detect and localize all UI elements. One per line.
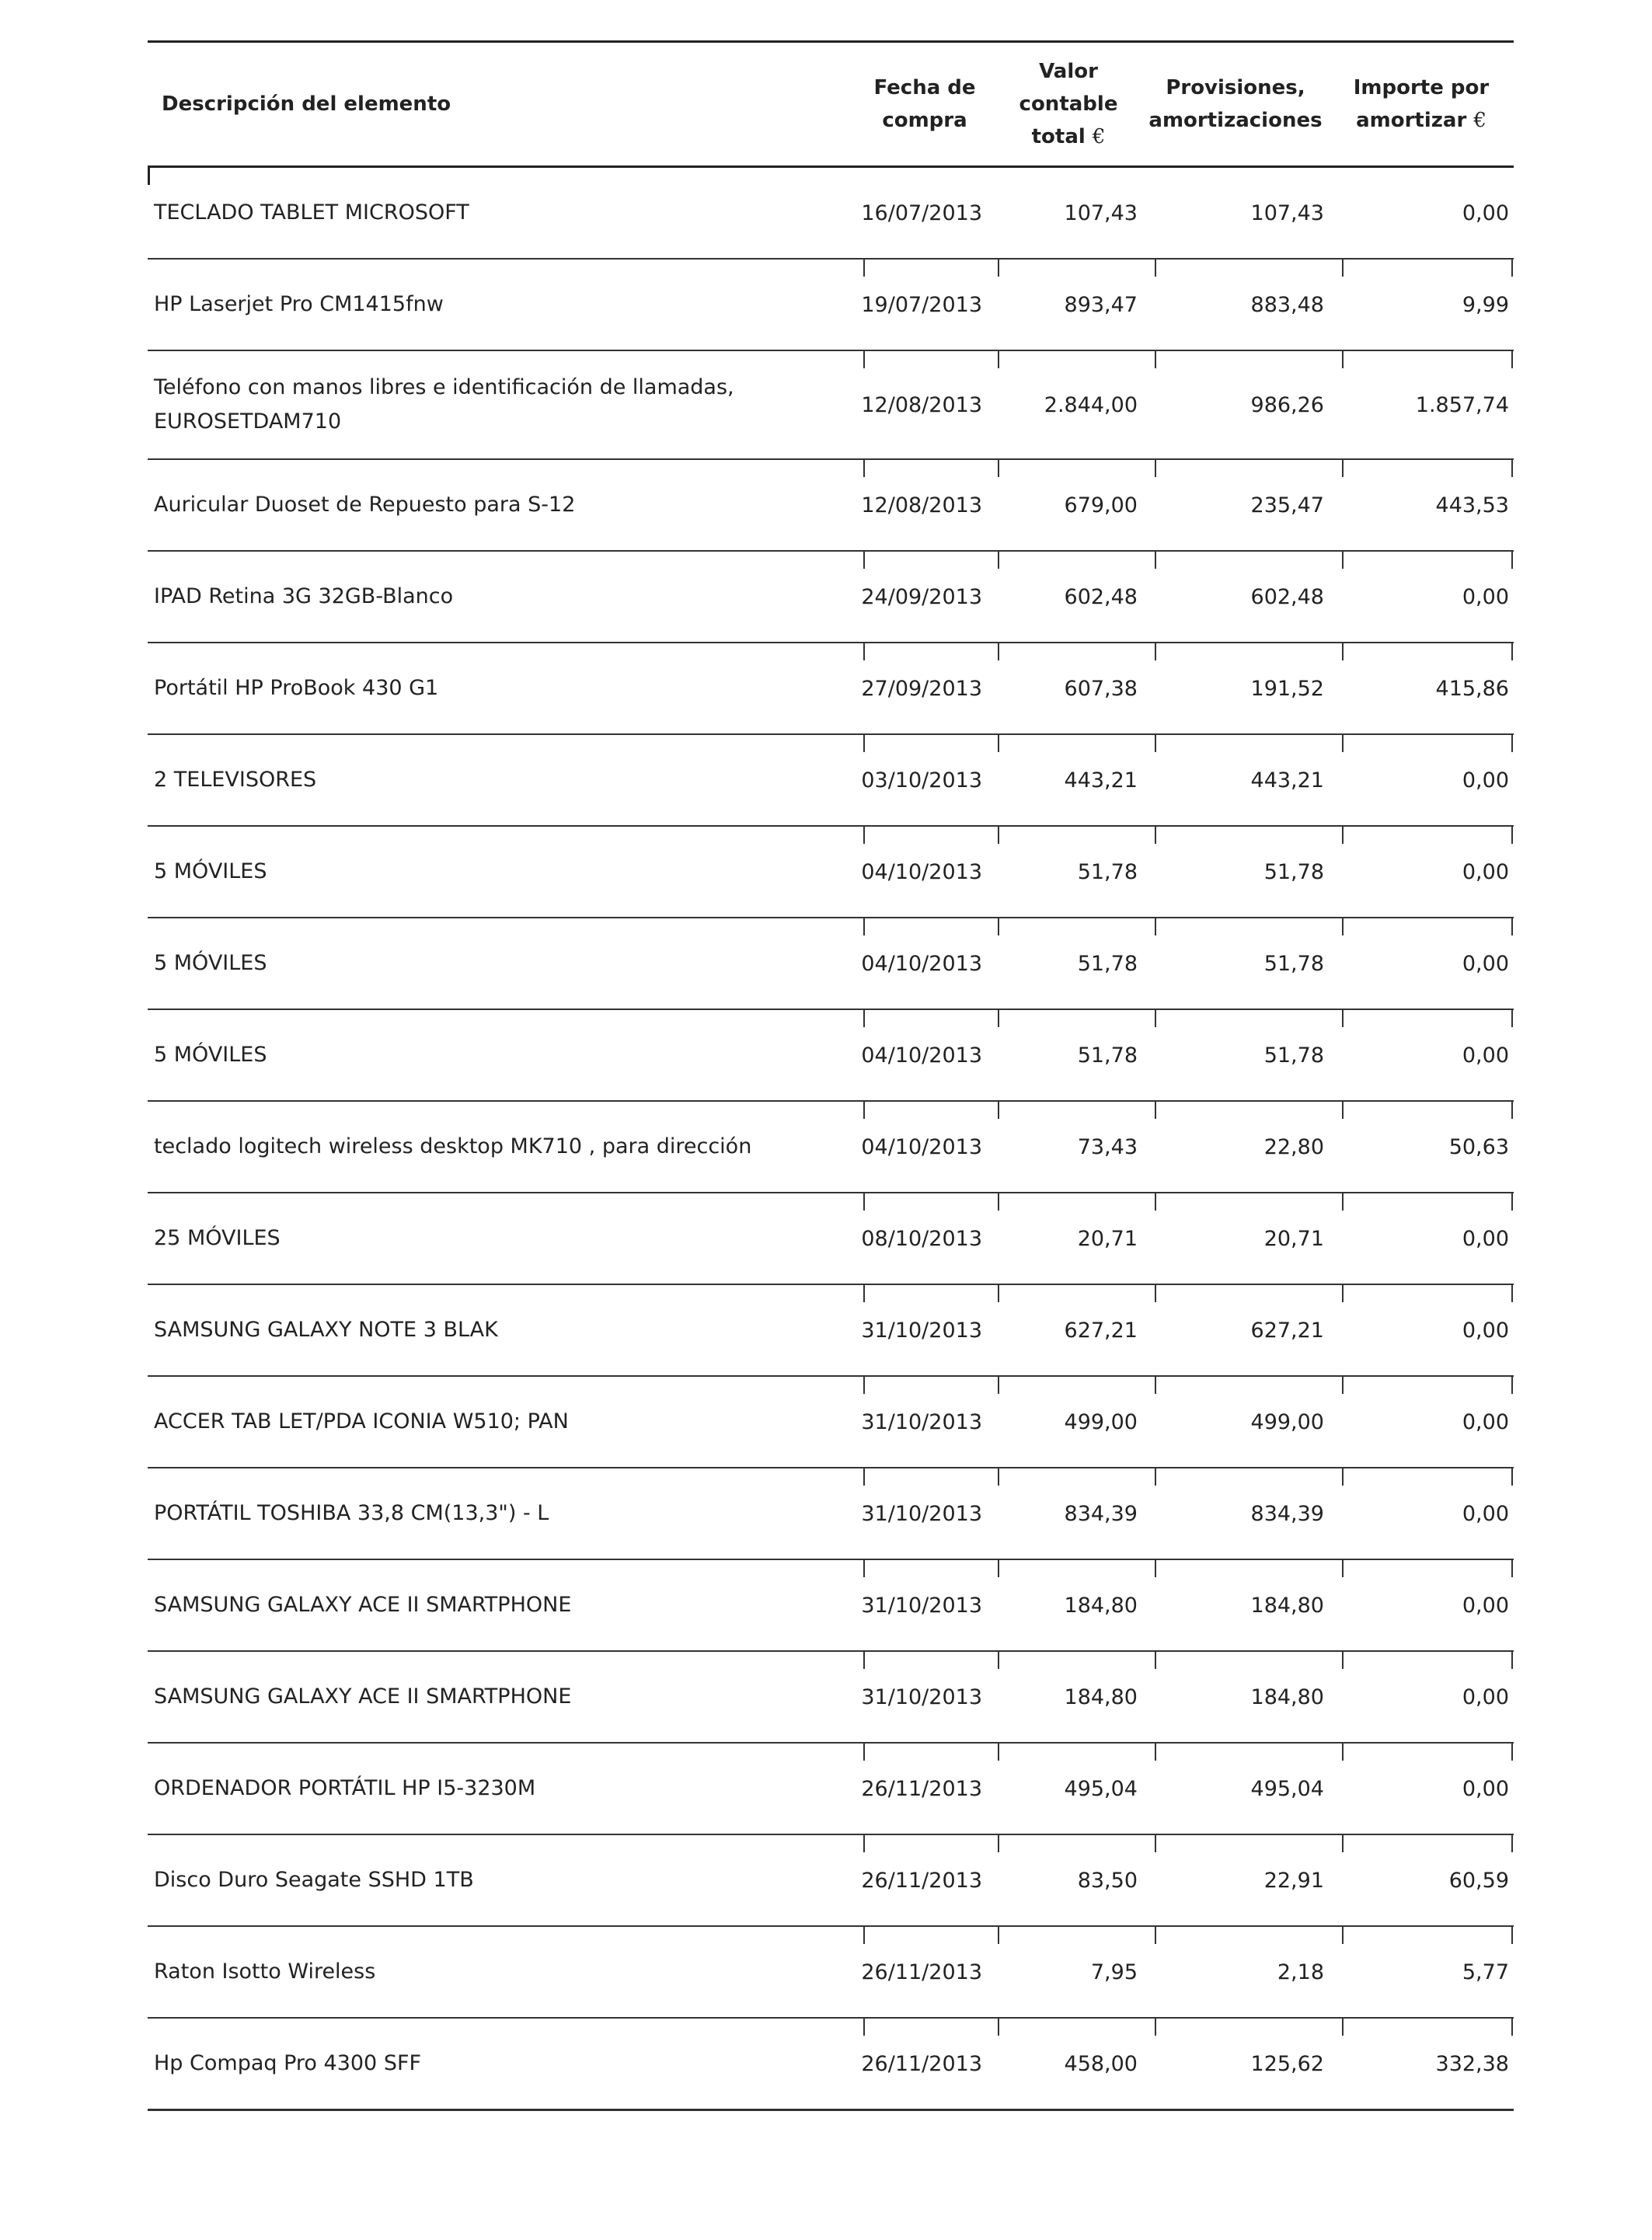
cell-provisions: 495,04 — [1250, 1776, 1324, 1801]
cell-remaining: 415,86 — [1435, 676, 1509, 701]
column-tick — [1155, 1835, 1156, 1852]
table-row — [148, 825, 1514, 917]
column-tick — [863, 827, 865, 844]
column-tick — [1155, 1102, 1156, 1119]
cell-description: Portátil HP ProBook 430 G1 — [154, 676, 439, 700]
table-row — [148, 1742, 1514, 1834]
table-body — [148, 168, 1514, 2111]
cell-remaining: 9,99 — [1462, 292, 1509, 317]
header-value-total: total — [1031, 125, 1086, 148]
column-tick — [1342, 1468, 1344, 1486]
column-tick — [863, 1285, 865, 1302]
header-prov-line2: amortizaciones — [1148, 109, 1323, 132]
column-tick — [863, 1468, 865, 1486]
column-tick — [1155, 2019, 1156, 2036]
cell-book-value: 627,21 — [1064, 1318, 1138, 1343]
column-tick — [1511, 1468, 1513, 1486]
cell-description: IPAD Retina 3G 32GB-Blanco — [154, 584, 454, 608]
header-date-line2: compra — [882, 109, 967, 132]
cell-purchase-date: 27/09/2013 — [861, 676, 982, 701]
cell-purchase-date: 12/08/2013 — [861, 392, 982, 417]
column-tick — [1155, 1010, 1156, 1027]
column-tick — [1511, 1102, 1513, 1119]
cell-description — [148, 371, 855, 439]
cell-purchase-date: 19/07/2013 — [861, 292, 982, 317]
header-value-line1: Valor — [1039, 60, 1098, 83]
cell-provisions: 51,78 — [1263, 1043, 1324, 1068]
column-tick — [998, 735, 999, 752]
cell-provisions: 627,21 — [1250, 1318, 1324, 1343]
column-tick — [1342, 1835, 1344, 1852]
column-tick — [1342, 1377, 1344, 1394]
table-row — [148, 1284, 1514, 1375]
column-tick — [1511, 1560, 1513, 1577]
column-tick — [998, 1560, 999, 1577]
table-row — [148, 1192, 1514, 1284]
cell-description: Hp Compaq Pro 4300 SFF — [154, 2051, 422, 2075]
column-tick — [998, 643, 999, 660]
column-tick — [1342, 260, 1344, 277]
cell-purchase-date: 31/10/2013 — [861, 1501, 982, 1526]
cell-purchase-date: 12/08/2013 — [861, 493, 982, 517]
column-tick — [1511, 827, 1513, 844]
cell-description: SAMSUNG GALAXY ACE II SMARTPHONE — [154, 1593, 572, 1617]
column-tick — [1342, 552, 1344, 569]
column-tick — [998, 1193, 999, 1211]
column-tick — [1342, 460, 1344, 477]
column-tick — [998, 827, 999, 844]
cell-provisions: 184,80 — [1250, 1684, 1324, 1709]
header-date-line1: Fecha de — [873, 76, 976, 99]
column-tick — [1155, 260, 1156, 277]
table-row — [148, 1467, 1514, 1559]
cell-provisions: 2,18 — [1277, 1960, 1324, 1984]
column-tick — [863, 552, 865, 569]
cell-book-value: 495,04 — [1064, 1776, 1138, 1801]
column-tick — [1511, 1744, 1513, 1761]
cell-remaining: 443,53 — [1435, 493, 1509, 517]
column-tick — [1511, 351, 1513, 368]
table-row — [148, 1925, 1514, 2017]
cell-description: HP Laserjet Pro CM1415fnw — [154, 292, 444, 316]
table-row — [148, 1100, 1514, 1192]
cell-remaining: 0,00 — [1462, 768, 1509, 793]
table-row — [148, 2017, 1514, 2111]
cell-provisions: 602,48 — [1250, 584, 1324, 609]
cell-purchase-date: 04/10/2013 — [861, 1134, 982, 1159]
cell-provisions: 51,78 — [1263, 951, 1324, 976]
header-provisions — [1142, 71, 1329, 137]
cell-book-value: 184,80 — [1064, 1593, 1138, 1618]
column-tick — [998, 1102, 999, 1119]
cell-book-value: 51,78 — [1077, 859, 1138, 884]
column-tick — [863, 1377, 865, 1394]
header-prov-line1: Provisiones, — [1166, 76, 1305, 99]
cell-purchase-date: 31/10/2013 — [861, 1684, 982, 1709]
column-tick — [863, 1102, 865, 1119]
column-tick — [1511, 1835, 1513, 1852]
cell-description: 5 MÓVILES — [154, 859, 267, 883]
column-tick — [1155, 1193, 1156, 1211]
column-tick — [998, 460, 999, 477]
cell-remaining: 332,38 — [1435, 2051, 1509, 2076]
cell-remaining: 0,00 — [1462, 859, 1509, 884]
column-tick — [998, 1285, 999, 1302]
cell-purchase-date: 26/11/2013 — [861, 2051, 982, 2076]
column-tick — [998, 1377, 999, 1394]
cell-remaining: 0,00 — [1462, 1684, 1509, 1709]
cell-remaining: 0,00 — [1462, 951, 1509, 976]
cell-purchase-date: 04/10/2013 — [861, 951, 982, 976]
column-tick — [1511, 260, 1513, 277]
column-tick — [863, 351, 865, 368]
cell-description-line1: Teléfono con manos libres e identificación de llamadas, — [154, 375, 734, 399]
column-tick — [1155, 1285, 1156, 1302]
cell-book-value: 443,21 — [1064, 768, 1138, 793]
column-tick — [1155, 1927, 1156, 1944]
column-tick — [1155, 1652, 1156, 1669]
table-row — [148, 458, 1514, 550]
table-row — [148, 1375, 1514, 1467]
cell-remaining: 0,00 — [1462, 1043, 1509, 1068]
table-row — [148, 168, 1514, 258]
cell-provisions: 883,48 — [1250, 292, 1324, 317]
column-tick — [1511, 643, 1513, 660]
column-tick — [1155, 552, 1156, 569]
header-value-line2: contable — [1019, 92, 1118, 116]
column-tick — [1342, 1010, 1344, 1027]
table-row — [148, 1650, 1514, 1742]
cell-provisions: 834,39 — [1250, 1501, 1324, 1526]
column-tick — [1511, 2019, 1513, 2036]
column-tick — [1155, 643, 1156, 660]
column-tick — [998, 351, 999, 368]
cell-book-value: 834,39 — [1064, 1501, 1138, 1526]
cell-provisions: 22,80 — [1263, 1134, 1324, 1159]
table-row — [148, 733, 1514, 825]
cell-description: 5 MÓVILES — [154, 951, 267, 975]
cell-book-value: 893,47 — [1064, 292, 1138, 317]
cell-provisions: 107,43 — [1250, 200, 1324, 225]
cell-purchase-date: 03/10/2013 — [861, 768, 982, 793]
column-tick — [998, 918, 999, 935]
column-tick — [1155, 1560, 1156, 1577]
table-header — [148, 43, 1514, 168]
cell-remaining: 5,77 — [1462, 1960, 1509, 1984]
column-tick — [863, 1010, 865, 1027]
cell-remaining: 60,59 — [1448, 1868, 1509, 1893]
column-tick — [863, 1652, 865, 1669]
header-imp-line2 — [1329, 104, 1514, 137]
column-tick — [1342, 2019, 1344, 2036]
cell-description: SAMSUNG GALAXY ACE II SMARTPHONE — [154, 1684, 572, 1709]
cell-description: Auricular Duoset de Repuesto para S-12 — [154, 493, 576, 517]
table-row — [148, 258, 1514, 350]
cell-remaining: 0,00 — [1462, 1501, 1509, 1526]
column-tick — [1155, 460, 1156, 477]
cell-remaining: 0,00 — [1462, 200, 1509, 225]
cell-provisions: 986,26 — [1250, 392, 1324, 417]
column-tick — [1342, 827, 1344, 844]
cell-purchase-date: 04/10/2013 — [861, 1043, 982, 1068]
column-tick — [1511, 1652, 1513, 1669]
header-imp-amortizar: amortizar — [1356, 109, 1467, 132]
column-tick — [1342, 1744, 1344, 1761]
table-row — [148, 642, 1514, 733]
assets-table — [148, 40, 1514, 2111]
column-tick — [998, 2019, 999, 2036]
column-tick — [863, 1744, 865, 1761]
cell-description-line2: EUROSETDAM710 — [154, 409, 342, 434]
column-tick — [863, 1927, 865, 1944]
cell-description: 25 MÓVILES — [154, 1226, 281, 1250]
column-tick — [1342, 1652, 1344, 1669]
column-tick — [998, 1468, 999, 1486]
cell-remaining: 1.857,74 — [1415, 392, 1509, 417]
header-imp-line1: Importe por — [1353, 76, 1490, 99]
header-value-line3 — [995, 120, 1142, 153]
cell-description: Raton Isotto Wireless — [154, 1960, 376, 1984]
column-tick — [1342, 1102, 1344, 1119]
column-tick — [863, 1560, 865, 1577]
header-remaining — [1329, 71, 1514, 137]
cell-description: Disco Duro Seagate SSHD 1TB — [154, 1868, 474, 1892]
column-tick — [863, 1193, 865, 1211]
column-tick — [1342, 918, 1344, 935]
cell-book-value: 7,95 — [1090, 1960, 1138, 1984]
table-row — [148, 550, 1514, 642]
cell-remaining: 0,00 — [1462, 1226, 1509, 1251]
column-tick — [1511, 552, 1513, 569]
cell-remaining: 0,00 — [1462, 1409, 1509, 1434]
header-description: Descripción del elemento — [162, 92, 451, 116]
column-tick — [998, 552, 999, 569]
column-tick — [1155, 1744, 1156, 1761]
cell-provisions: 499,00 — [1250, 1409, 1324, 1434]
column-tick — [1511, 1927, 1513, 1944]
column-tick — [1342, 1927, 1344, 1944]
cell-description: PORTÁTIL TOSHIBA 33,8 CM(13,3") - L — [154, 1501, 549, 1525]
table-row — [148, 1559, 1514, 1650]
header-book-value — [995, 55, 1142, 153]
column-tick — [1342, 1285, 1344, 1302]
column-tick — [1511, 1010, 1513, 1027]
cell-provisions: 125,62 — [1250, 2051, 1324, 2076]
cell-provisions: 20,71 — [1263, 1226, 1324, 1251]
table-row — [148, 917, 1514, 1009]
cell-purchase-date: 26/11/2013 — [861, 1868, 982, 1893]
cell-description: ACCER TAB LET/PDA ICONIA W510; PAN — [154, 1409, 569, 1434]
cell-description: 2 TELEVISORES — [154, 768, 317, 792]
cell-book-value: 184,80 — [1064, 1684, 1138, 1709]
table-row — [148, 1834, 1514, 1925]
cell-book-value: 51,78 — [1077, 951, 1138, 976]
column-tick — [863, 643, 865, 660]
column-tick — [998, 1010, 999, 1027]
header-value-unit: € — [1092, 125, 1106, 148]
cell-remaining: 0,00 — [1462, 584, 1509, 609]
cell-description: SAMSUNG GALAXY NOTE 3 BLAK — [154, 1318, 498, 1342]
cell-book-value: 20,71 — [1077, 1226, 1138, 1251]
cell-book-value: 83,50 — [1077, 1868, 1138, 1893]
column-tick — [863, 918, 865, 935]
cell-book-value: 2.844,00 — [1044, 392, 1138, 417]
cell-purchase-date: 26/11/2013 — [861, 1960, 982, 1984]
cell-provisions: 443,21 — [1250, 768, 1324, 793]
column-tick — [1342, 351, 1344, 368]
cell-purchase-date: 31/10/2013 — [861, 1318, 982, 1343]
column-tick — [1511, 460, 1513, 477]
cell-remaining: 0,00 — [1462, 1593, 1509, 1618]
column-tick — [998, 1652, 999, 1669]
column-tick — [1155, 351, 1156, 368]
column-tick — [863, 735, 865, 752]
cell-description: ORDENADOR PORTÁTIL HP I5-3230M — [154, 1776, 536, 1800]
cell-provisions: 184,80 — [1250, 1593, 1324, 1618]
cell-description: 5 MÓVILES — [154, 1043, 267, 1067]
column-tick — [998, 1744, 999, 1761]
cell-remaining: 0,00 — [1462, 1318, 1509, 1343]
cell-purchase-date: 16/07/2013 — [861, 200, 982, 225]
column-tick — [863, 2019, 865, 2036]
table-row — [148, 1009, 1514, 1100]
column-tick — [1155, 918, 1156, 935]
column-tick — [863, 460, 865, 477]
column-tick — [863, 260, 865, 277]
cell-book-value: 51,78 — [1077, 1043, 1138, 1068]
column-tick — [1342, 735, 1344, 752]
cell-purchase-date: 31/10/2013 — [861, 1409, 982, 1434]
cell-book-value: 679,00 — [1064, 493, 1138, 517]
column-tick — [1155, 735, 1156, 752]
cell-description: teclado logitech wireless desktop MK710 , para dirección — [154, 1134, 752, 1158]
column-tick — [998, 260, 999, 277]
column-tick — [1511, 918, 1513, 935]
cell-purchase-date: 08/10/2013 — [861, 1226, 982, 1251]
cell-purchase-date: 31/10/2013 — [861, 1593, 982, 1618]
cell-book-value: 107,43 — [1064, 200, 1138, 225]
cell-provisions: 51,78 — [1263, 859, 1324, 884]
column-tick — [863, 1835, 865, 1852]
column-tick — [1511, 735, 1513, 752]
column-tick — [998, 1835, 999, 1852]
column-tick — [998, 1927, 999, 1944]
cell-book-value: 607,38 — [1064, 676, 1138, 701]
cell-provisions: 235,47 — [1250, 493, 1324, 517]
table-row — [148, 350, 1514, 458]
column-tick — [1511, 1377, 1513, 1394]
header-imp-unit: € — [1473, 109, 1486, 132]
column-tick — [1342, 1193, 1344, 1211]
cell-provisions: 191,52 — [1250, 676, 1324, 701]
cell-book-value: 499,00 — [1064, 1409, 1138, 1434]
column-tick — [1155, 1468, 1156, 1486]
column-tick — [1511, 1285, 1513, 1302]
cell-purchase-date: 24/09/2013 — [861, 584, 982, 609]
cell-remaining: 0,00 — [1462, 1776, 1509, 1801]
cell-provisions: 22,91 — [1263, 1868, 1324, 1893]
header-purchase-date — [855, 71, 995, 137]
column-tick — [1511, 1193, 1513, 1211]
cell-book-value: 458,00 — [1064, 2051, 1138, 2076]
cell-remaining: 50,63 — [1448, 1134, 1509, 1159]
column-tick — [1155, 827, 1156, 844]
column-tick — [1342, 1560, 1344, 1577]
cell-book-value: 73,43 — [1077, 1134, 1138, 1159]
column-tick — [1342, 643, 1344, 660]
cell-book-value: 602,48 — [1064, 584, 1138, 609]
cell-purchase-date: 04/10/2013 — [861, 859, 982, 884]
cell-purchase-date: 26/11/2013 — [861, 1776, 982, 1801]
cell-description: TECLADO TABLET MICROSOFT — [154, 200, 469, 225]
column-tick — [1155, 1377, 1156, 1394]
